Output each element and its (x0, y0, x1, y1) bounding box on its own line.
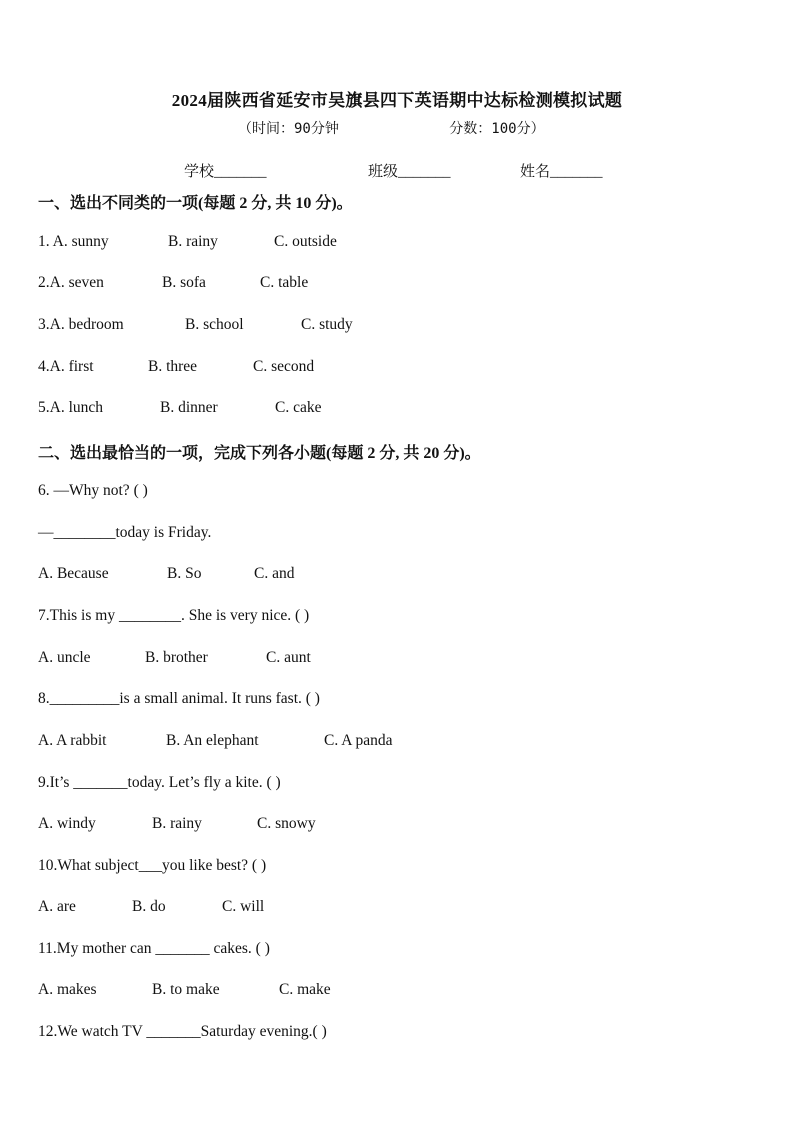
q4-option-c: C. second (253, 358, 315, 375)
q10-option-c: C. will (222, 898, 265, 915)
q11-option-c: C. make (279, 981, 331, 998)
q2-option-a: 2.A. seven (38, 274, 104, 291)
q1-option-b: B. rainy (168, 233, 218, 250)
q3-option-a: 3.A. bedroom (38, 316, 124, 333)
question-7: 7.This is my ________. She is very nice. ( ) (38, 607, 310, 624)
q7-option-b: B. brother (145, 649, 208, 666)
q4-option-a: 4.A. first (38, 358, 94, 375)
q5-option-c: C. cake (275, 399, 322, 416)
q8-option-b: B. An elephant (166, 732, 259, 749)
q9-option-b: B. rainy (152, 815, 202, 832)
school-field: 学校_______ (184, 164, 267, 180)
q2-option-c: C. table (260, 274, 309, 291)
exam-meta (238, 118, 545, 138)
question-8: 8._________is a small animal. It runs fast. ( ) (38, 690, 320, 707)
question-9: 9.It’s _______today. Let’s fly a kite. ( ) (38, 774, 281, 791)
total-score: 分数：100分） (449, 121, 545, 137)
q6-option-b: B. So (167, 565, 202, 582)
question-12: 12.We watch TV _______Saturday evening.( ) (38, 1023, 327, 1040)
q7-option-c: C. aunt (266, 649, 311, 666)
q8-option-c: C. A panda (324, 732, 393, 749)
q4-option-b: B. three (148, 358, 198, 375)
question-6-line-2: —________today is Friday. (38, 524, 212, 541)
q3-option-c: C. study (301, 316, 353, 333)
q5-option-a: 5.A. lunch (38, 399, 104, 416)
q5-option-b: B. dinner (160, 399, 218, 416)
time-limit: （时间：90分钟 (238, 121, 339, 137)
q7-option-a: A. uncle (38, 649, 91, 666)
q9-option-a: A. windy (38, 815, 96, 832)
page-title: 2024届陕西省延安市吴旗县四下英语期中达标检测模拟试题 (171, 91, 623, 110)
q11-option-b: B. to make (152, 981, 220, 998)
q3-option-b: B. school (185, 316, 244, 333)
section-2-heading: 二、选出最恰当的一项，完成下列各小题(每题 2 分, 共 20 分)。 (38, 445, 481, 462)
section-1-heading: 一、选出不同类的一项(每题 2 分, 共 10 分)。 (38, 195, 353, 212)
q2-option-b: B. sofa (162, 274, 206, 291)
q6-option-a: A. Because (38, 565, 109, 582)
q9-option-c: C. snowy (257, 815, 316, 832)
name-field: 姓名_______ (520, 164, 603, 180)
question-10: 10.What subject___you like best? ( ) (38, 857, 267, 874)
q10-option-a: A. are (38, 898, 76, 915)
q11-option-a: A. makes (38, 981, 97, 998)
q1-option-c: C. outside (274, 233, 337, 250)
q10-option-b: B. do (132, 898, 166, 915)
question-11: 11.My mother can _______ cakes. ( ) (38, 940, 270, 957)
q1-option-a: 1. A. sunny (38, 233, 109, 250)
question-6: 6. —Why not? ( ) (38, 482, 148, 499)
class-field: 班级_______ (368, 164, 451, 180)
q6-option-c: C. and (254, 565, 295, 582)
q8-option-a: A. A rabbit (38, 732, 107, 749)
